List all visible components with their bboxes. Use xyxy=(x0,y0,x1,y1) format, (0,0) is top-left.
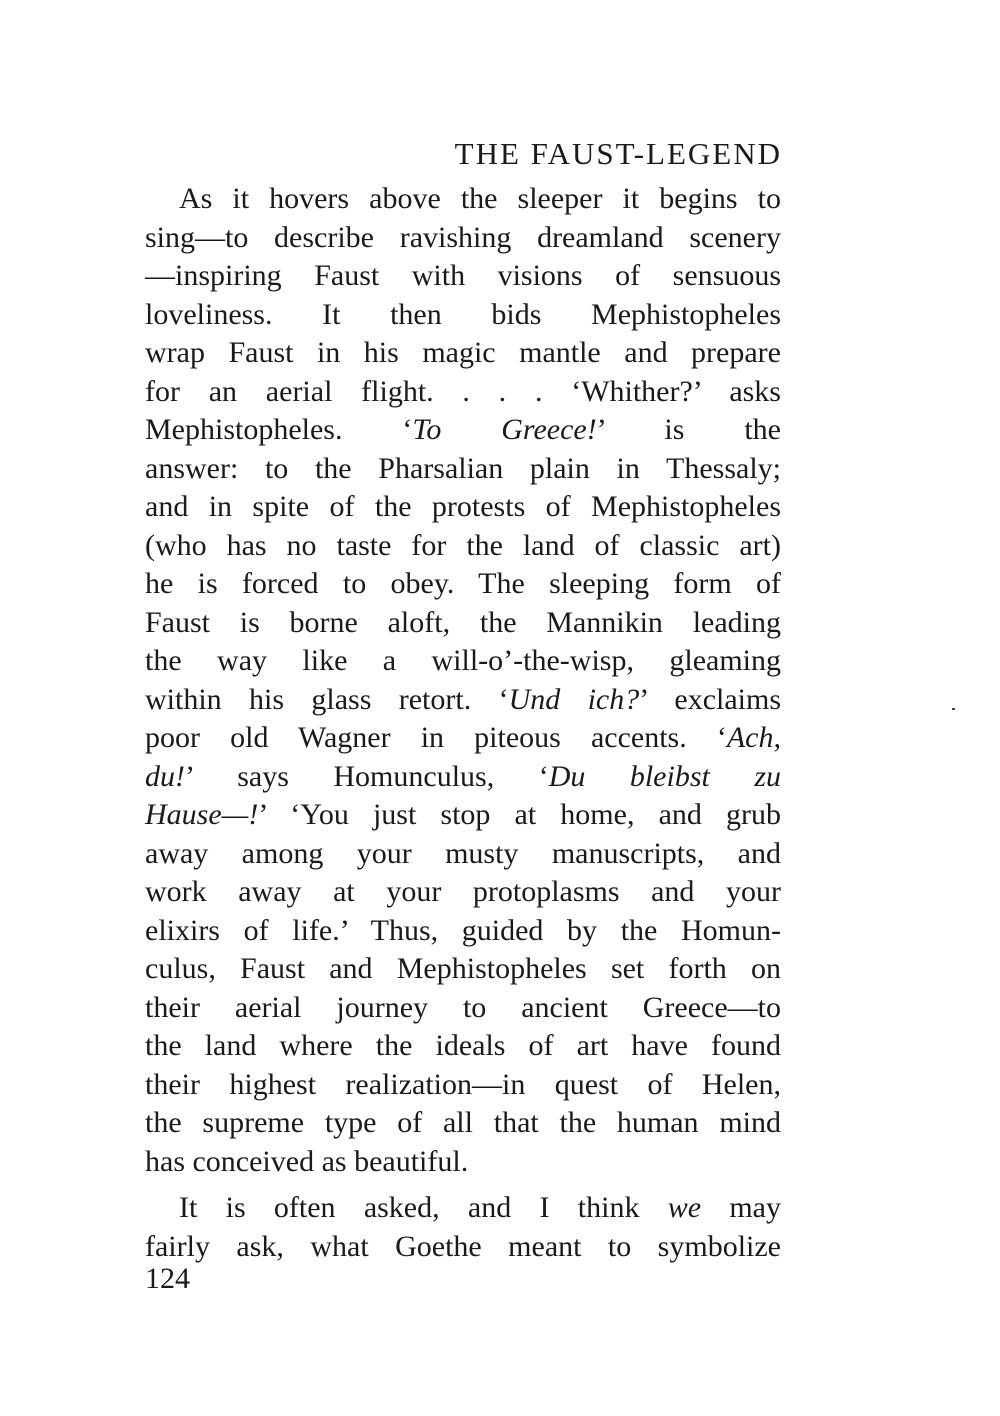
text-line xyxy=(145,296,781,335)
text-segment: fairly ask, what Goethe meant to symbolize xyxy=(145,1229,781,1263)
text-line xyxy=(145,950,781,989)
text-line xyxy=(145,681,781,720)
running-head: THE FAUST-LEGEND xyxy=(454,136,782,171)
paragraph xyxy=(145,180,781,1181)
text-line xyxy=(145,1228,781,1267)
text-line xyxy=(145,527,781,566)
text-line xyxy=(145,989,781,1028)
text-line xyxy=(145,1027,781,1066)
text-segment: ’ is the xyxy=(596,413,781,446)
text-segment: their aerial journey to ancient Greece—to xyxy=(145,990,781,1024)
text-line xyxy=(145,873,781,912)
text-segment: and in spite of the protests of Mephistopheles xyxy=(145,490,781,523)
text-segment: ’ ‘You just stop at home, and grub xyxy=(258,798,781,831)
text-segment: away among your musty manuscripts, and xyxy=(145,836,781,870)
text-line xyxy=(145,373,781,412)
italic-segment: Du bleibst zu xyxy=(548,759,782,793)
text-line xyxy=(145,565,781,604)
paragraph xyxy=(145,1189,781,1266)
italic-segment: Ach, xyxy=(726,721,781,754)
text-segment: (who has no taste for the land of classic art) xyxy=(145,528,781,562)
text-line xyxy=(145,719,781,758)
text-line xyxy=(145,411,781,450)
text-line xyxy=(145,1143,781,1182)
text-line xyxy=(145,488,781,527)
text-segment: It is often asked, and I think xyxy=(179,1191,668,1224)
text-line xyxy=(145,835,781,874)
text-segment: —inspiring Faust with visions of sensuous xyxy=(145,259,781,292)
body-text xyxy=(145,180,781,1266)
text-line xyxy=(145,1104,781,1143)
italic-segment: Und ich? xyxy=(508,682,640,716)
italic-segment: Hause—! xyxy=(145,798,259,831)
text-segment: wrap Faust in his magic mantle and prepare xyxy=(145,336,781,369)
text-segment: sing—to describe ravishing dreamland scenery xyxy=(145,220,781,254)
text-line xyxy=(145,642,781,681)
italic-segment: du! xyxy=(145,759,185,793)
text-segment: culus, Faust and Mephistopheles set forth on xyxy=(145,952,781,985)
text-line xyxy=(145,604,781,643)
italic-segment: To Greece! xyxy=(412,413,597,446)
text-line xyxy=(145,257,781,296)
text-line xyxy=(145,334,781,373)
text-segment: Faust is borne aloft, the Mannikin leading xyxy=(145,605,781,639)
italic-segment: we xyxy=(667,1191,702,1224)
text-segment: ’ exclaims xyxy=(639,682,782,716)
text-segment: within his glass retort. ‘ xyxy=(145,682,509,716)
text-line xyxy=(145,796,781,835)
text-segment: their highest realization—in quest of Helen, xyxy=(145,1067,781,1101)
paragraph-gap xyxy=(145,1181,781,1189)
text-line xyxy=(145,219,781,258)
text-line xyxy=(145,912,781,951)
margin-speck xyxy=(952,708,955,710)
text-line xyxy=(145,1066,781,1105)
text-segment: work away at your protoplasms and your xyxy=(145,875,781,908)
text-segment: may xyxy=(701,1191,781,1224)
text-segment: answer: to the Pharsalian plain in Thessaly; xyxy=(145,451,781,485)
text-segment: Mephistopheles. ‘ xyxy=(145,413,413,446)
text-segment: the land where the ideals of art have found xyxy=(145,1029,781,1062)
text-line xyxy=(145,1189,781,1228)
text-segment: the supreme type of all that the human mind xyxy=(145,1106,781,1139)
page-number: 124 xyxy=(145,1262,190,1295)
text-segment: the way like a will-o’-the-wisp, gleaming xyxy=(145,644,781,677)
text-segment: has conceived as beautiful. xyxy=(145,1144,469,1178)
text-segment: for an aerial flight. . . . ‘Whither?’ asks xyxy=(145,374,781,408)
text-line xyxy=(145,180,781,219)
text-segment: elixirs of life.’ Thus, guided by the Homun- xyxy=(145,913,781,947)
text-line xyxy=(145,758,781,797)
text-segment: As it hovers above the sleeper it begins to xyxy=(179,182,781,215)
text-segment: loveliness. It then bids Mephistopheles xyxy=(145,297,781,331)
text-segment: poor old Wagner in piteous accents. ‘ xyxy=(145,721,727,754)
text-segment: he is forced to obey. The sleeping form of xyxy=(145,567,781,600)
text-segment: ’ says Homunculus, ‘ xyxy=(185,759,549,793)
text-line xyxy=(145,450,781,489)
